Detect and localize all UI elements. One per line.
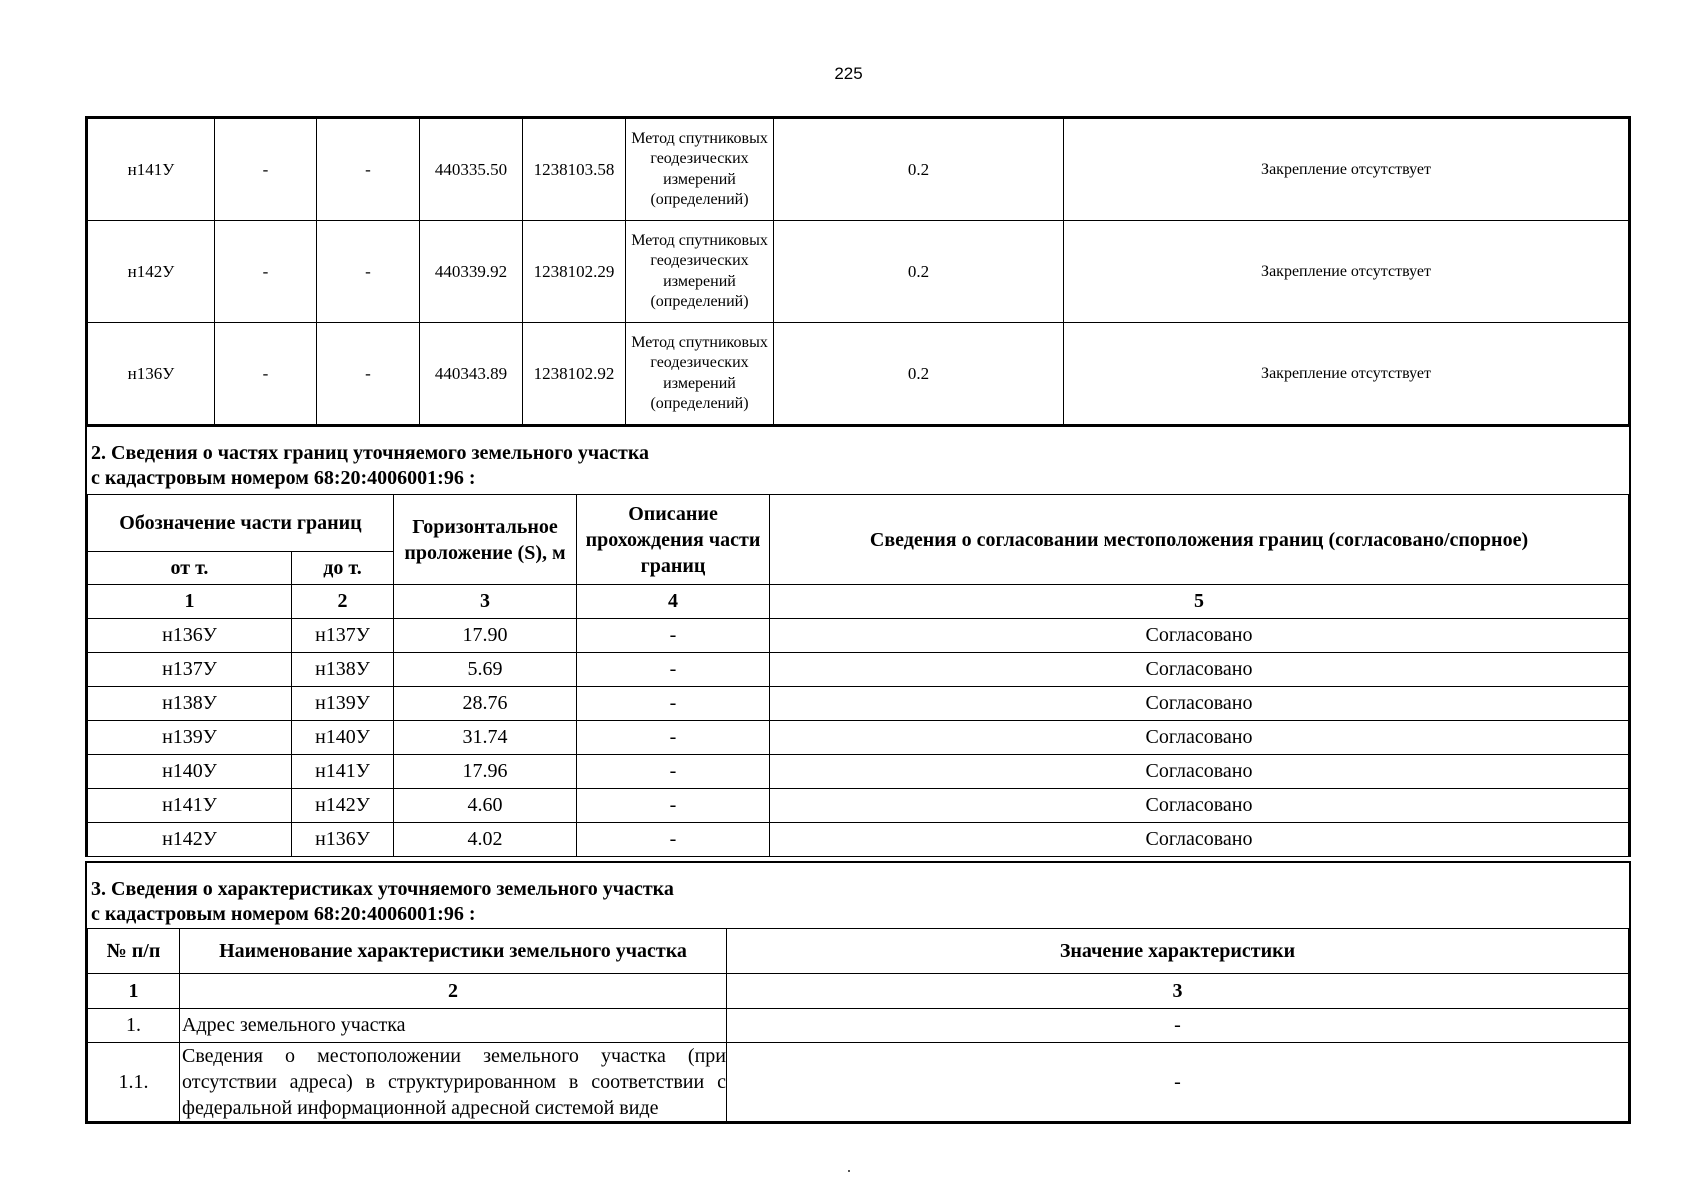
table-row — [88, 119, 1629, 221]
table-row — [88, 755, 1629, 789]
header-horizontal: Горизонтальное проложение (S), м — [394, 495, 577, 585]
to-point: н141У — [292, 755, 394, 789]
section-2-title-line1: 2. Сведения о частях границ уточняемого земельного участка — [91, 442, 650, 464]
header-description: Описание прохождения части границ — [577, 495, 770, 585]
table-row — [88, 221, 1629, 323]
characteristic-name: Сведения о местоположении земельного участка (при отсутствии адреса) в структурированном в соответствии с федеральной информационной адресной системой виде — [180, 1043, 727, 1122]
horizontal-length: 5.69 — [394, 653, 577, 687]
table-row — [88, 323, 1629, 425]
agreement-status: Согласовано — [770, 823, 1629, 857]
from-point: н141У — [88, 789, 292, 823]
horizontal-length: 17.96 — [394, 755, 577, 789]
table-row — [88, 721, 1629, 755]
col-number: 1 — [88, 585, 292, 619]
from-point: н136У — [88, 619, 292, 653]
from-point: н137У — [88, 653, 292, 687]
fixing: Закрепление отсутствует — [1064, 323, 1629, 425]
to-point: н138У — [292, 653, 394, 687]
to-point: н136У — [292, 823, 394, 857]
header-to: до т. — [292, 552, 394, 585]
method: Метод спутниковых геодезических измерений (определений) — [626, 119, 774, 221]
scan-mark — [848, 1170, 850, 1172]
col-number: 5 — [770, 585, 1629, 619]
to-point: н140У — [292, 721, 394, 755]
from-point: н139У — [88, 721, 292, 755]
characteristics-table — [85, 928, 1631, 1124]
cell-dash: - — [317, 119, 420, 221]
col-number: 2 — [180, 974, 727, 1009]
to-point: н142У — [292, 789, 394, 823]
description: - — [577, 789, 770, 823]
table-row — [88, 687, 1629, 721]
characteristic-value: - — [727, 1043, 1629, 1122]
method: Метод спутниковых геодезических измерений (определений) — [626, 323, 774, 425]
horizontal-length: 4.02 — [394, 823, 577, 857]
agreement-status: Согласовано — [770, 687, 1629, 721]
coord-y: 1238103.58 — [523, 119, 626, 221]
boundary-points-table — [85, 116, 1631, 427]
cell-dash: - — [317, 221, 420, 323]
from-point: н140У — [88, 755, 292, 789]
cell-dash: - — [215, 323, 317, 425]
coord-x: 440335.50 — [420, 119, 523, 221]
description: - — [577, 823, 770, 857]
column-numbers-row — [88, 585, 1629, 619]
horizontal-length: 17.90 — [394, 619, 577, 653]
table-row — [88, 789, 1629, 823]
accuracy: 0.2 — [774, 323, 1064, 425]
description: - — [577, 721, 770, 755]
cell-dash: - — [215, 119, 317, 221]
accuracy: 0.2 — [774, 119, 1064, 221]
coord-x: 440343.89 — [420, 323, 523, 425]
section-3-title — [85, 861, 1631, 928]
horizontal-length: 28.76 — [394, 687, 577, 721]
col-number: 3 — [727, 974, 1629, 1009]
method: Метод спутниковых геодезических измерений (определений) — [626, 221, 774, 323]
section-2-title — [85, 427, 1631, 494]
section-3-title-line2: с кадастровым номером 68:20:4006001:96 : — [91, 903, 476, 925]
header-value: Значение характеристики — [727, 929, 1629, 974]
description: - — [577, 755, 770, 789]
boundary-parts-table — [85, 494, 1631, 857]
page-number: 225 — [834, 64, 863, 83]
fixing: Закрепление отсутствует — [1064, 119, 1629, 221]
section-2-title-line2: с кадастровым номером 68:20:4006001:96 : — [91, 467, 476, 489]
agreement-status: Согласовано — [770, 755, 1629, 789]
table-row — [88, 823, 1629, 857]
header-num: № п/п — [88, 929, 180, 974]
horizontal-length: 31.74 — [394, 721, 577, 755]
description: - — [577, 687, 770, 721]
point-name: н136У — [88, 323, 215, 425]
table-row — [88, 1043, 1629, 1122]
point-name: н141У — [88, 119, 215, 221]
coord-y: 1238102.29 — [523, 221, 626, 323]
table-row — [88, 1009, 1629, 1043]
from-point: н138У — [88, 687, 292, 721]
to-point: н137У — [292, 619, 394, 653]
table-row — [88, 619, 1629, 653]
cell-dash: - — [215, 221, 317, 323]
description: - — [577, 653, 770, 687]
row-number: 1.1. — [88, 1043, 180, 1122]
accuracy: 0.2 — [774, 221, 1064, 323]
col-number: 3 — [394, 585, 577, 619]
characteristic-name: Адрес земельного участка — [180, 1009, 727, 1043]
description: - — [577, 619, 770, 653]
row-number: 1. — [88, 1009, 180, 1043]
fixing: Закрепление отсутствует — [1064, 221, 1629, 323]
coord-x: 440339.92 — [420, 221, 523, 323]
to-point: н139У — [292, 687, 394, 721]
header-from: от т. — [88, 552, 292, 585]
col-number: 1 — [88, 974, 180, 1009]
agreement-status: Согласовано — [770, 653, 1629, 687]
table-row — [88, 653, 1629, 687]
header-designation: Обозначение части границ — [88, 495, 394, 552]
agreement-status: Согласовано — [770, 789, 1629, 823]
col-number: 4 — [577, 585, 770, 619]
from-point: н142У — [88, 823, 292, 857]
characteristic-value: - — [727, 1009, 1629, 1043]
header-agreement: Сведения о согласовании местоположения границ (согласовано/спорное) — [770, 495, 1629, 585]
cell-dash: - — [317, 323, 420, 425]
agreement-status: Согласовано — [770, 721, 1629, 755]
header-name: Наименование характеристики земельного участка — [180, 929, 727, 974]
agreement-status: Согласовано — [770, 619, 1629, 653]
col-number: 2 — [292, 585, 394, 619]
coord-y: 1238102.92 — [523, 323, 626, 425]
point-name: н142У — [88, 221, 215, 323]
column-numbers-row — [88, 974, 1629, 1009]
section-3-title-line1: 3. Сведения о характеристиках уточняемого земельного участка — [91, 878, 674, 900]
horizontal-length: 4.60 — [394, 789, 577, 823]
